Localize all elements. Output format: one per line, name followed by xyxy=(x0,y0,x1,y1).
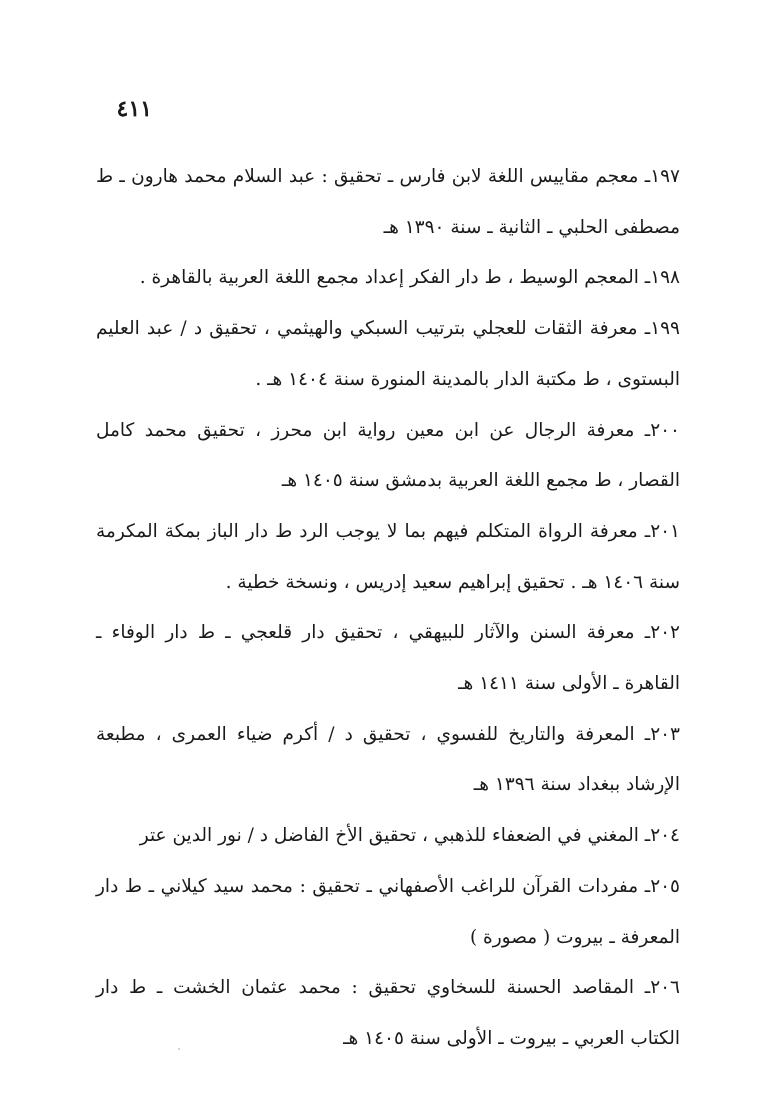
reference-entry-202 xyxy=(96,608,680,709)
reference-entry-203 xyxy=(96,710,680,811)
reference-number: ١٩٧ xyxy=(650,166,680,187)
scan-speck xyxy=(178,1048,180,1050)
reference-text: ـ المقاصد الحسنة للسخاوي تحقيق : محمد عثمان الخشت ـ ط دار الكتاب العربي ـ بيروت ـ الأولى سنة ١٤٠٥ هـ xyxy=(96,977,680,1049)
reference-text: ـ معرفة الثقات للعجلي بترتيب السبكي والهيثمي ، تحقيق د / عبد العليم البستوى ، ط مكتبة الدار بالمدينة المنورة سنة ١٤٠٤ هـ . xyxy=(96,318,680,390)
reference-text: ـ المعجم الوسيط ، ط دار الفكر إعداد مجمع اللغة العربية بالقاهرة . xyxy=(139,267,651,289)
reference-entry-204 xyxy=(96,811,680,862)
reference-entry-198 xyxy=(96,253,680,304)
reference-text: ـ مفردات القرآن للراغب الأصفهاني ـ تحقيق : محمد سيد كيلاني ـ ط دار المعرفة ـ بيروت ( مصورة ) xyxy=(96,875,680,948)
reference-entry-197 xyxy=(96,152,680,253)
reference-number: ٢٠٠ xyxy=(650,419,680,441)
reference-text: ـ المغني في الضعفاء للذهبي ، تحقيق الأخ الفاضل د / نور الدين عتر xyxy=(139,825,651,847)
reference-number: ٢٠١ xyxy=(650,520,680,542)
reference-text: ـ معرفة الرجال عن ابن معين رواية ابن محرز ، تحقيق محمد كامل القصار ، ط مجمع اللغة العربية بدمشق سنة ١٤٠٥ هـ xyxy=(96,419,680,492)
reference-number: ١٩٨ xyxy=(650,267,680,289)
reference-text: ـ المعرفة والتاريخ للفسوي ، تحقيق د / أكرم ضياء العمرى ، مطبعة الإرشاد ببغداد سنة ١٣٩٦ هـ xyxy=(96,723,680,796)
reference-entry-199 xyxy=(96,304,680,405)
reference-entry-205 xyxy=(96,862,680,963)
reference-number: ٢٠٤ xyxy=(650,825,680,847)
page-number: ٤١١ xyxy=(116,96,152,122)
reference-number: ١٩٩ xyxy=(650,318,680,340)
reference-number: ٢٠٥ xyxy=(650,875,680,897)
reference-number: ٢٠٦ xyxy=(650,977,680,999)
reference-text: ـ معجم مقاييس اللغة لابن فارس ـ تحقيق : عبد السلام محمد هارون ـ ط مصطفى الحلبي ـ الثانية ـ سنة ١٣٩٠ هـ xyxy=(96,166,680,238)
reference-list xyxy=(96,152,680,1065)
reference-number: ٢٠٢ xyxy=(650,622,680,644)
reference-entry-201 xyxy=(96,507,680,608)
reference-entry-206 xyxy=(96,963,680,1064)
reference-number: ٢٠٣ xyxy=(650,723,680,745)
reference-text: ـ معرفة الرواة المتكلم فيهم بما لا يوجب الرد ط دار الباز بمكة المكرمة سنة ١٤٠٦ هـ . تحقيق إبراهيم سعيد إدريس ، ونسخة خطية . xyxy=(96,520,680,593)
reference-entry-200 xyxy=(96,406,680,507)
reference-text: ـ معرفة السنن والآثار للبيهقي ، تحقيق دار قلعجي ـ ط دار الوفاء ـ القاهرة ـ الأولى سنة ١٤١١ هـ xyxy=(96,622,680,695)
